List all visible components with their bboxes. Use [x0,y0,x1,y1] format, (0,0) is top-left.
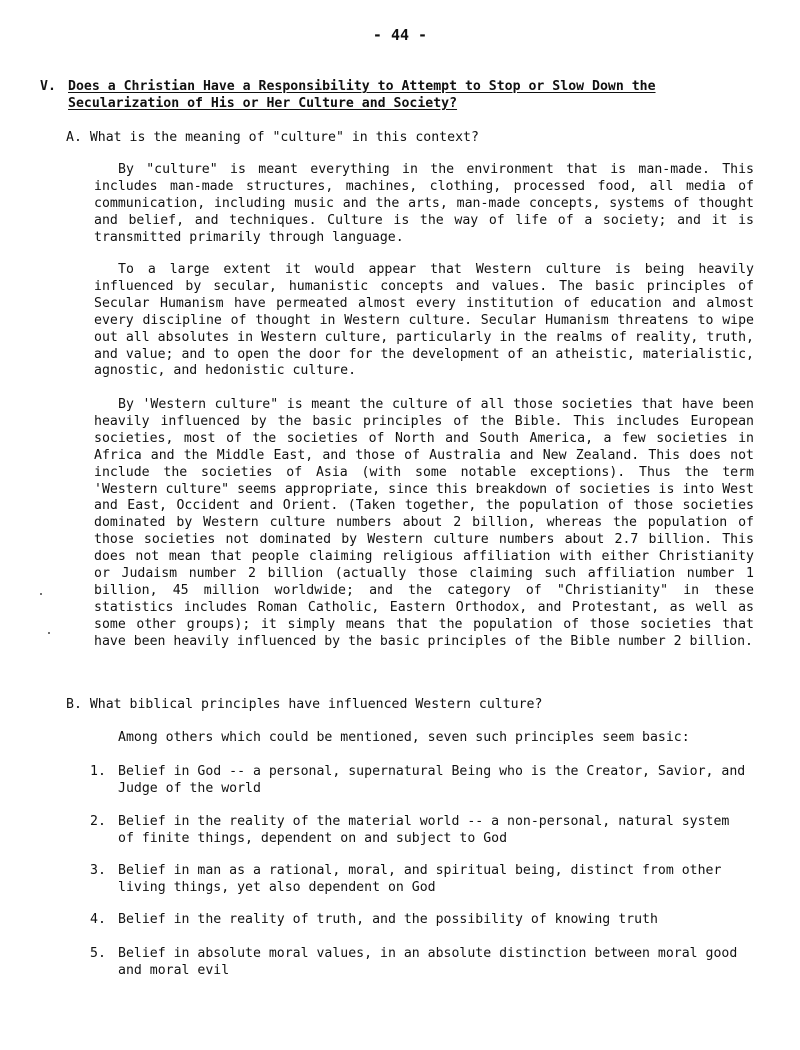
subsection-b-label: B. [66,697,82,712]
scan-speck [40,593,42,595]
page-number: - 44 - [372,26,428,44]
list-item-number: 5. [90,946,106,961]
list-item-number: 2. [90,814,106,829]
list-item-text: Belief in God -- a personal, supernatural Being who is the Creator, Savior, and Judge of the world [118,764,746,796]
list-item-text: Belief in the reality of truth, and the possibility of knowing truth [118,912,658,927]
list-item-text: Belief in man as a rational, moral, and spiritual being, distinct from other living things, yet also dependent on God [118,863,722,895]
subsection-b-heading [66,696,756,713]
scan-speck [48,632,50,634]
paragraph-western-culture: By 'Western culture" is meant the culture of all those societies that have been heavily influenced by the basic principles of the Bible. This includes European societies, most of the societies of North and South America, a few societies in Africa and the Middle East, and those of Australia and New Zealand. This does not include the societies of Asia (with some notable exceptions). Thus the term 'Western culture" seems appropriate, since this breakdown of societies is into West and East, Occident and Orient. (Taken together, the population of those societies dominated by Western culture numbers about 2 billion, whereas the population of those societies not dominated by Western culture numbers about 2.7 billion. This does not mean that people claiming religious affiliation with either Christianity or Judaism number 2 billion (actually those claiming such affiliation number 1 billion, 45 million worldwide; and the category of "Christianity" in these statistics includes Roman Catholic, Eastern Orthodox, and Protestant, as well as some other groups); it simply means that the population of those societies that have been heavily influenced by the basic principles of the Bible number 2 billion. [94,397,754,649]
list-item [90,862,750,896]
subsection-b-title: What biblical principles have influenced Western culture? [89,697,543,712]
subsection-a-title: What is the meaning of "culture" in this context? [89,130,479,145]
list-item [90,911,750,928]
principles-intro: Among others which could be mentioned, seven such principles seem basic: [118,730,690,745]
paragraph-culture-definition: By "culture" is meant everything in the environment that is man-made. This includes man-made structures, machines, clothing, processed food, all media of communication, including music and the arts, man-made concepts, systems of thought and belief, and techniques. Culture is the way of life of a society; and it is transmitted primarily through language. [94,162,754,245]
list-item-number: 1. [90,764,106,779]
section-heading [40,78,740,112]
list-item-text: Belief in the reality of the material world -- a non-personal, natural system of finite things, dependent on and subject to God [118,814,730,846]
list-item [90,945,750,979]
list-item-number: 4. [90,912,106,927]
section-title: Does a Christian Have a Responsibility to Attempt to Stop or Slow Down the Secularization of His or Her Culture and Society? [68,79,656,111]
subsection-a-label: A. [66,130,82,145]
subsection-a-heading [66,129,756,146]
section-number: V. [40,79,56,94]
paragraph-secular-humanism: To a large extent it would appear that Western culture is being heavily influenced by secular, humanistic concepts and values. The basic principles of Secular Humanism have permeated almost every institution of education and almost every discipline of thought in Western culture. Secular Humanism threatens to wipe out all absolutes in Western culture, particularly in the realms of reality, truth, and value; and to open the door for the development of an atheistic, materialistic, agnostic, and hedonistic culture. [94,262,754,379]
list-item [90,813,750,847]
list-item [90,763,750,797]
list-item-number: 3. [90,863,106,878]
list-item-text: Belief in absolute moral values, in an absolute distinction between moral good and moral evil [118,946,738,978]
